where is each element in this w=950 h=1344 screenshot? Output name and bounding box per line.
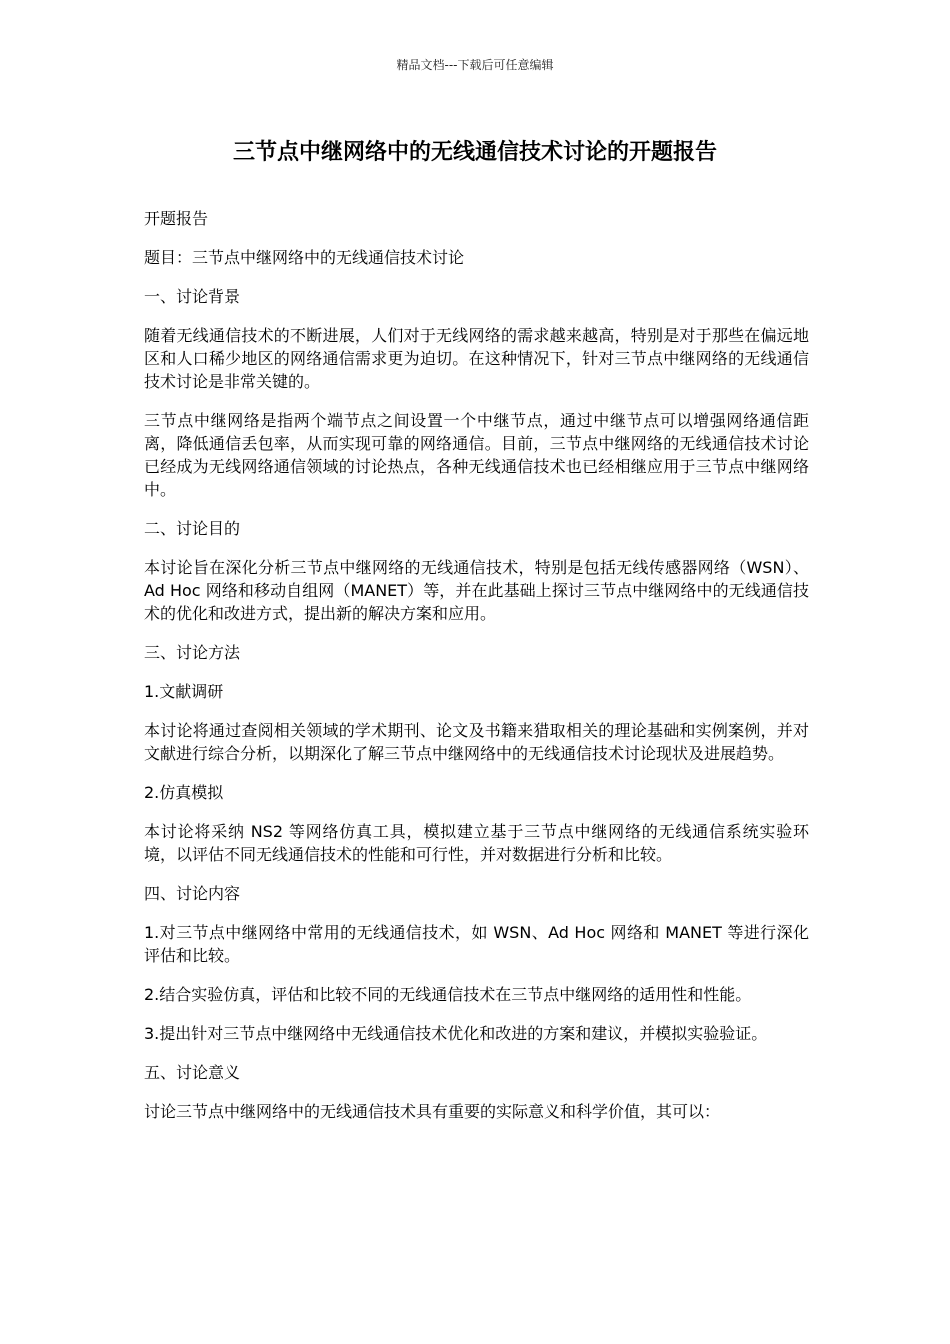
section-heading-method: 三、讨论方法	[144, 643, 241, 662]
body-paragraph: 本讨论旨在深化分析三节点中继网络的无线通信技术，特别是包括无线传感器网络（WSN）、Ad Hoc 网络和移动自组网（MANET）等，并在此基础上探讨三节点中继网络中的无线通信技术的优化和改进方式，提出新的解决方案和应用。	[144, 558, 809, 623]
list-item: 1.对三节点中继网络中常用的无线通信技术，如 WSN、Ad Hoc 网络和 MANET 等进行深化评估和比较。	[144, 923, 809, 965]
topic-line: 题目：三节点中继网络中的无线通信技术讨论	[144, 248, 465, 267]
document-body	[144, 207, 809, 1139]
header-note: 精品文档---下载后可任意编辑	[396, 58, 554, 72]
body-paragraph: 讨论三节点中继网络中的无线通信技术具有重要的实际意义和科学价值，其可以：	[144, 1102, 721, 1121]
subheading-literature: 1.文献调研	[144, 682, 224, 701]
body-paragraph: 本讨论将通过查阅相关领域的学术期刊、论文及书籍来猎取相关的理论基础和实例案例，并对文献进行综合分析，以期深化了解三节点中继网络中的无线通信技术讨论现状及进展趋势。	[144, 721, 809, 763]
section-heading-significance: 五、讨论意义	[144, 1063, 241, 1082]
body-paragraph: 三节点中继网络是指两个端节点之间设置一个中继节点，通过中继节点可以增强网络通信距离，降低通信丢包率，从而实现可靠的网络通信。目前，三节点中继网络的无线通信技术讨论已经成为无线网络通信领域的讨论热点，各种无线通信技术也已经相继应用于三节点中继网络中。	[144, 411, 809, 499]
section-heading-background: 一、讨论背景	[144, 287, 241, 306]
section-heading-content: 四、讨论内容	[144, 884, 241, 903]
body-paragraph: 随着无线通信技术的不断进展，人们对于无线网络的需求越来越高，特别是对于那些在偏远地区和人口稀少地区的网络通信需求更为迫切。在这种情况下，针对三节点中继网络的无线通信技术讨论是非常关键的。	[144, 326, 809, 391]
body-paragraph: 本讨论将采纳 NS2 等网络仿真工具，模拟建立基于三节点中继网络的无线通信系统实验环境，以评估不同无线通信技术的性能和可行性，并对数据进行分析和比较。	[144, 822, 809, 864]
subheading-simulation: 2.仿真模拟	[144, 783, 224, 802]
document-title: 三节点中继网络中的无线通信技术讨论的开题报告	[232, 140, 717, 165]
section-heading-purpose: 二、讨论目的	[144, 519, 241, 538]
list-item: 3.提出针对三节点中继网络中无线通信技术优化和改进的方案和建议，并模拟实验验证。	[144, 1024, 768, 1043]
list-item: 2.结合实验仿真，评估和比较不同的无线通信技术在三节点中继网络的适用性和性能。	[144, 985, 752, 1004]
section-label-report: 开题报告	[144, 209, 209, 228]
